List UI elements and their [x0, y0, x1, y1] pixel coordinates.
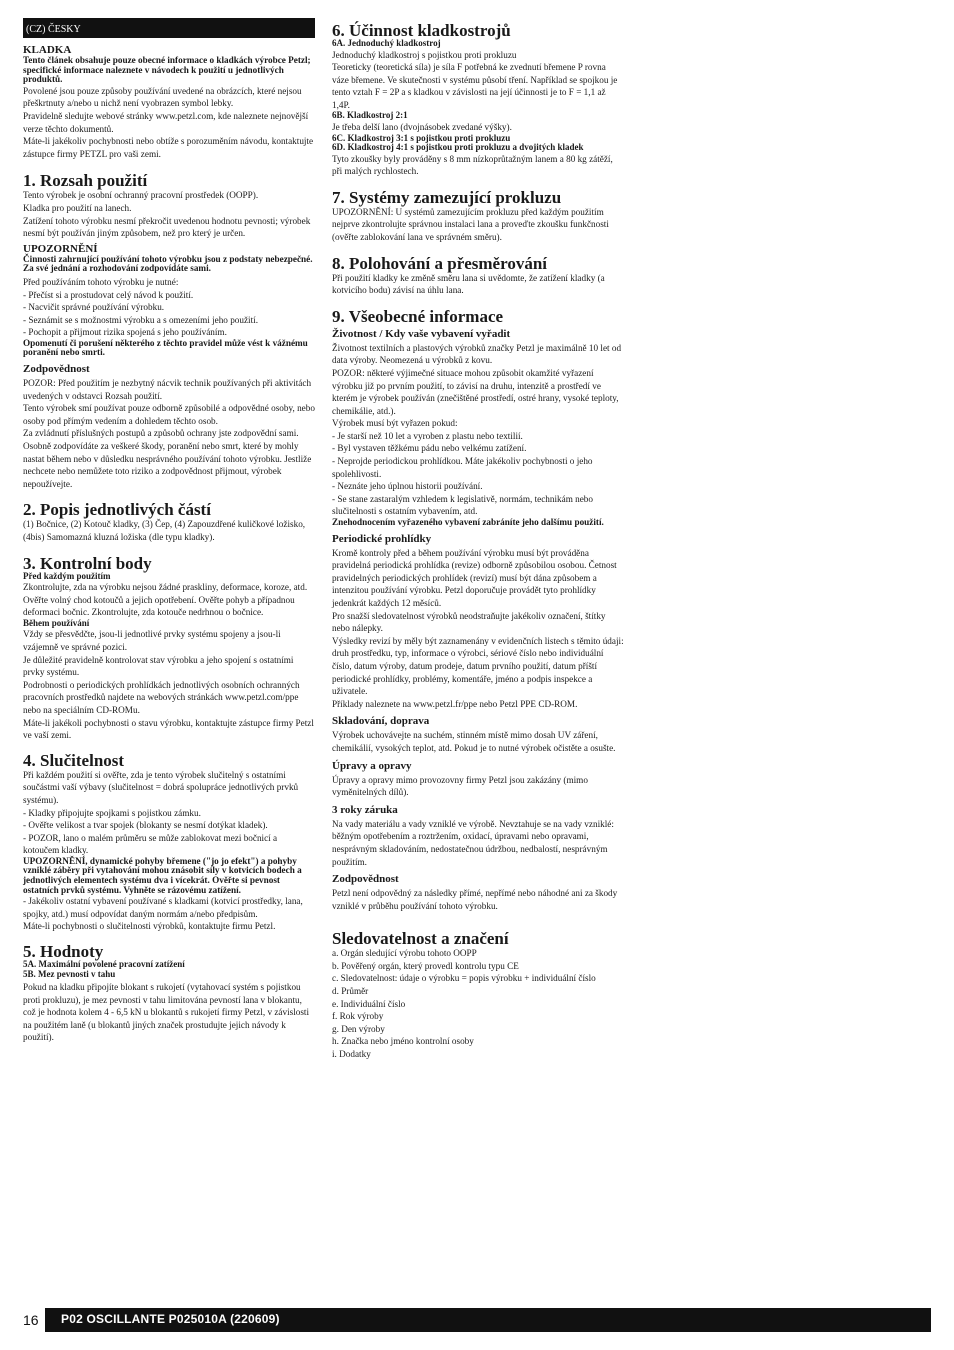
section-1-warning-bold-2: Opomenutí či porušení některého z těchto pravidel může vést k vážnému poranění nebo smrti.: [23, 337, 308, 358]
section-3-sub-during: Během používání: [23, 617, 90, 628]
section-6-text-a: Jednoduchý kladkostroj s pojistkou proti prokluzu Teoreticky (teoretická síla) je síla F potřebná ke zvednutí břemene P rovna váze břemene. Ve skutečnosti v systému působí tření. Například se spojkou je tento vztah F = 2P a s kladkou v závislosti na její účinnosti je to F = 1,1 až 1,4P.: [332, 49, 618, 110]
section-7-text: UPOZORNĚNÍ: U systémů zamezujícím prokluzu před každým použitím nejprve zkontrolujte správnou instalaci lana a proveďte zkoušku funkčnosti (ověřte zablokování lana ve správném směru).: [332, 206, 609, 242]
section-4-text: Při každém použití si ověřte, zda je tento výrobek slučitelný s ostatními součástmi vaší výbavy (slučitelnost = dobrá spolupráce jednotlivých prvků systému). - Kladky připojujte spojkami s pojistkou zámku. - Ověřte velikost a tvar spojek (blokanty se nesmí dotýkat kladek). - POZOR, lano o malém průměru se může zablokovat mezi bočnicí a kotoučem kladky.: [23, 769, 299, 856]
section-4-text-2: - Jakékoliv ostatní vybavení používané s kladkami (kotvicí prostředky, lana, spojky, atd.) musí odpovídat daným normám a/nebo předpisům. Máte-li pochybnosti o slučitelnosti výrobků, kontaktujte firmu Petzl.: [23, 896, 303, 932]
kladka-intro-text: Povolené jsou pouze způsoby používání uvedené na obrázcích, které nejsou přeškrtnuty a/nebo u nichž není vyobrazen symbol lebky. Pravidelně sledujte webové stránky www.petzl.com, kde naleznete nejnovější verze těchto dokumentů. Máte-li jakékoliv pochybnosti nebo obtíže s porozuměním návodu, kontaktujte zástupce firmy PETZL pro vaši zemi.: [23, 85, 314, 159]
section-9-liability-text: Petzl není odpovědný za následky přímé, nepřímé nebo náhodné ani za škody vzniklé v průběhu používání tohoto výrobku.: [332, 888, 618, 911]
section-2-title: 2. Popis jednotlivých částí: [23, 500, 211, 520]
section-9-lifetime-title: Životnost / Kdy vaše vybavení vyřadit: [332, 327, 511, 340]
section-9-warranty-text: Na vady materiálu a vady vzniklé ve výrobě. Nevztahuje se na vady vzniklé: běžným opotřebením a roztržením, oxidací, úpravami nebo opravami, nesprávným skladováním, nedostatečnou údržbou, nedbalostí, nesprávným použitím.: [332, 818, 614, 867]
section-6-text-b: Je třeba delší lano (dvojnásobek zvedané výšky).: [332, 121, 512, 132]
section-2-text: (1) Bočnice, (2) Kotouč kladky, (3) Čep, (4) Zapouzdřené kuličkové ložisko, (4bis) Samomazná kluzná ložiska (dle typu kladky).: [23, 519, 306, 542]
section-3-sub-before: Před každým použitím: [23, 570, 111, 581]
right-column: [332, 22, 624, 1061]
section-5-title: 5. Hodnoty: [23, 942, 104, 962]
section-9-lifetime-text: Životnost textilních a plastových výrobků značky Petzl je maximálně 10 let od data výroby. Neomezená u výrobků z kovu. POZOR: některé výjimečné situace mohou způsobit okamžité vyřazení výrobku již po prvním použití, to závisí na druhu, intenzitě a prostředí ve kterém je výrobek používán (znečištěné prostředí, ostré hrany, vysoké teploty, chemikálie, atd.). Výrobek musí být vyřazen pokud: - Je starší než 10 let a vyroben z plastu nebo textilií. - Byl vystaven těžkému pádu nebo velkému zatížení. - Neprojde periodickou prohlídkou. Máte jakékoliv pochybnosti o jeho spolehlivosti. - Neznáte jeho úplnou historii používání. - Se stane zastaralým vzhledem k legislativě, normám, technikám nebo slučitelnosti s ostatním vybavením, atd.: [332, 342, 622, 517]
kladka-intro-bold: Tento článek obsahuje pouze obecné informace o kladkách výrobce Petzl; specifické informace naleznete v návodech k použití u jednotlivých produktů.: [23, 55, 311, 85]
section-9-lifetime-bold: Znehodnocením vyřazeného vybavení zabráníte jeho dalšímu použití.: [332, 517, 604, 528]
section-3-text-before: Zkontrolujte, zda na výrobku nejsou žádné praskliny, deformace, koroze, atd. Ověřte volný chod kotoučů a jejich opotřebení. Ověřte pohyb a případnou deformaci bočnic. Zkontrolujte, zda kotouče nedrhnou o bočnice.: [23, 582, 308, 618]
section-5-sub-a: 5A. Maximální povolené pracovní zatížení: [23, 959, 185, 970]
section-8-text: Při použití kladky ke změně směru lana si uvědomte, že zatížení kladky (a kotvicího bodu) závisí na úhlu lana.: [332, 272, 605, 296]
left-column: [23, 18, 315, 1044]
section-1-text: Tento výrobek je osobní ochranný pracovní prostředek (OOPP). Kladka pro použití na lanech. Zatížení tohoto výrobku nesmí překročit uvedenou hodnotu pevnosti; výrobek nesmí být používán jiným způsobem, než pro který je určen.: [23, 190, 311, 239]
section-4-title: 4. Slučitelnost: [23, 750, 125, 770]
section-5-sub-b: 5B. Mez pevnosti v tahu: [23, 968, 116, 979]
section-1-warning-text: Před používáním tohoto výrobku je nutné: - Přečíst si a prostudovat celý návod k použití. - Nacvičit správné používání výrobku. - Seznámit se s možnostmi výrobku a s omezeními jeho použití. - Pochopit a přijmout rizika spojená s jeho používáním.: [23, 276, 259, 338]
section-5-text: Pokud na kladku připojíte blokant s rukojetí (vytahovací systém s pojistkou proti prokluzu), je mez pevnosti v tahu limitována pevností lana v blokantu, což je hodnota kolem 4 - 6,5 kN u blokantů s rukojetí firmy Petzl, v závislosti na použitém laně (u blokantů jiných značek prostudujte jejich návody k použití).: [23, 982, 310, 1043]
section-3-title: 3. Kontrolní body: [23, 553, 152, 573]
section-1-title: 1. Rozsah použití: [23, 171, 148, 191]
footer-bar: [45, 1308, 931, 1332]
section-9-modifications-text: Úpravy a opravy mimo provozovny firmy Petzl jsou zakázány (mimo vyměnitelných dílů).: [332, 774, 588, 798]
section-9-title: 9. Všeobecné informace: [332, 306, 504, 326]
section-4-warning-bold: UPOZORNĚNÍ, dynamické pohyby břemene ("jo jo efekt") a pohyby vzniklé záběry při vytahování mohou znásobit síly v kotvicích bodech a jednotlivých elementech systému dva i vícekrát. Ověřte si pevnost ostatních prvků systému. Vyhněte se rázovému zatížení.: [23, 855, 302, 895]
language-header: (CZ) ČESKY: [23, 18, 315, 38]
traceability-title: Sledovatelnost a značení: [332, 929, 509, 949]
section-8-title: 8. Polohování a přesměrování: [332, 253, 548, 273]
section-9-modifications-title: Úpravy a opravy: [332, 759, 412, 772]
document-reference: P02 OSCILLANTE P025010A (220609): [61, 1312, 280, 1326]
section-9-warranty-title: 3 roky záruka: [332, 803, 398, 816]
section-9-periodic-title: Periodické prohlídky: [332, 532, 432, 545]
page-number: 16: [23, 1312, 39, 1328]
section-6-sub-b: 6B. Kladkostroj 2:1: [332, 110, 408, 121]
section-6-sub-d: 6D. Kladkostroj 4:1 s pojistkou proti prokluzu a dvojitých kladek: [332, 142, 584, 153]
section-1-responsibility-text: POZOR: Před použitím je nezbytný nácvik technik používaných při aktivitách uvedených v odstavci Rozsah použití. Tento výrobek smí používat pouze odborně způsobilé a odpovědné osoby, nebo osoby pod přímým vedením a dohledem těchto osob. Za zvládnutí příslušných postupů a způsobů ochrany jste zodpovědní sami. Osobně zodpovídáte za veškeré škody, poranění nebo smrt, které by mohly nastat během nebo v důsledku nesprávného používání tohoto výrobku. Jestliže nechcete nebo nemůžete toto riziko a zodpovědnost přijmout, výrobek nepoužívejte.: [23, 378, 315, 489]
section-1-responsibility-title: Zodpovědnost: [23, 363, 90, 376]
section-3-text-during: Vždy se přesvědčte, jsou-li jednotlivé prvky systému spojeny a jsou-li vzájemně ve správné pozici. Je důležité pravidelně kontrolovat stav výrobku a jeho spojení s ostatními prvky systému. Podrobnosti o periodických prohlídkách jednotlivých osobních ochranných pracovních prostředků najdete na webových stránkách www.petzl.com/ppe nebo na speciálním CD-ROMu. Máte-li jakékoli pochybnosti o stavu výrobku, kontaktujte zástupce firmy Petzl ve vaší zemi.: [23, 629, 314, 741]
section-6-title: 6. Účinnost kladkostrojů: [332, 21, 511, 40]
kladka-title: KLADKA: [23, 44, 72, 56]
section-9-storage-title: Skladování, doprava: [332, 715, 430, 728]
section-1-warning-bold: Činnosti zahrnující používání tohoto výrobku jsou z podstaty nebezpečné. Za své jednání a rozhodování zodpovídáte sami.: [23, 253, 313, 274]
section-6-text-d: Tyto zkoušky byly prováděny s 8 mm nízkoprůtažným lanem a 80 kg zátěží, při malých rychlostech.: [332, 153, 613, 177]
section-9-storage-text: Výrobek uchovávejte na suchém, stinném místě mimo dosah UV záření, chemikálií, vysokých teplot, atd. Pokud je to nutné výrobek očistěte a osušte.: [332, 730, 616, 753]
section-7-title: 7. Systémy zamezující prokluzu: [332, 187, 562, 207]
page-footer: [23, 1308, 931, 1332]
section-6-sub-c: 6C. Kladkostroj 3:1 s pojistkou proti prokluzu: [332, 132, 511, 143]
section-6-sub-a: 6A. Jednoduchý kladkostroj: [332, 38, 441, 48]
traceability-list: a. Orgán sledující výrobu tohoto OOPP b. Pověřený orgán, který provedl kontrolu typu CE c. Sledovatelnost: údaje o výrobku = popis výrobku + individuální číslo d. Průměr e. Individuální číslo f. Rok výroby g. Den výroby h. Značka nebo jméno kontrolní osoby i. Dodatky: [332, 948, 596, 1060]
section-9-liability-title: Zodpovědnost: [332, 873, 399, 886]
section-9-periodic-text: Kromě kontroly před a během používání výrobku musí být prováděna pravidelná periodická prohlídka (revize) odborně způsobilou osobou. Četnost pravidelných periodických prohlídek (revizí) musí být dána způsobem a intenzitou používání výrobku. Petzl doporučuje provádět tyto prohlídky jedenkrát každých 12 měsíců. Pro snažší sledovatelnost výrobků neodstraňujte jakékoliv označení, štítky nebo nálepky. Výsledky revizí by měly být zaznamenány v evidenčních listech s těmito údaji: druh prostředku, typ, informace o výrobci, sériové číslo nebo individuální číslo, datum výroby, datum prodeje, datum prvního použití, datum příští periodické prohlídky, problémy, komentáře, jméno a podpis inspekce a uživatele. Příklady naleznete na www.petzl.fr/ppe nebo Petzl PPE CD-ROM.: [332, 547, 624, 709]
section-1-warning-title: UPOZORNĚNÍ: [23, 242, 98, 255]
